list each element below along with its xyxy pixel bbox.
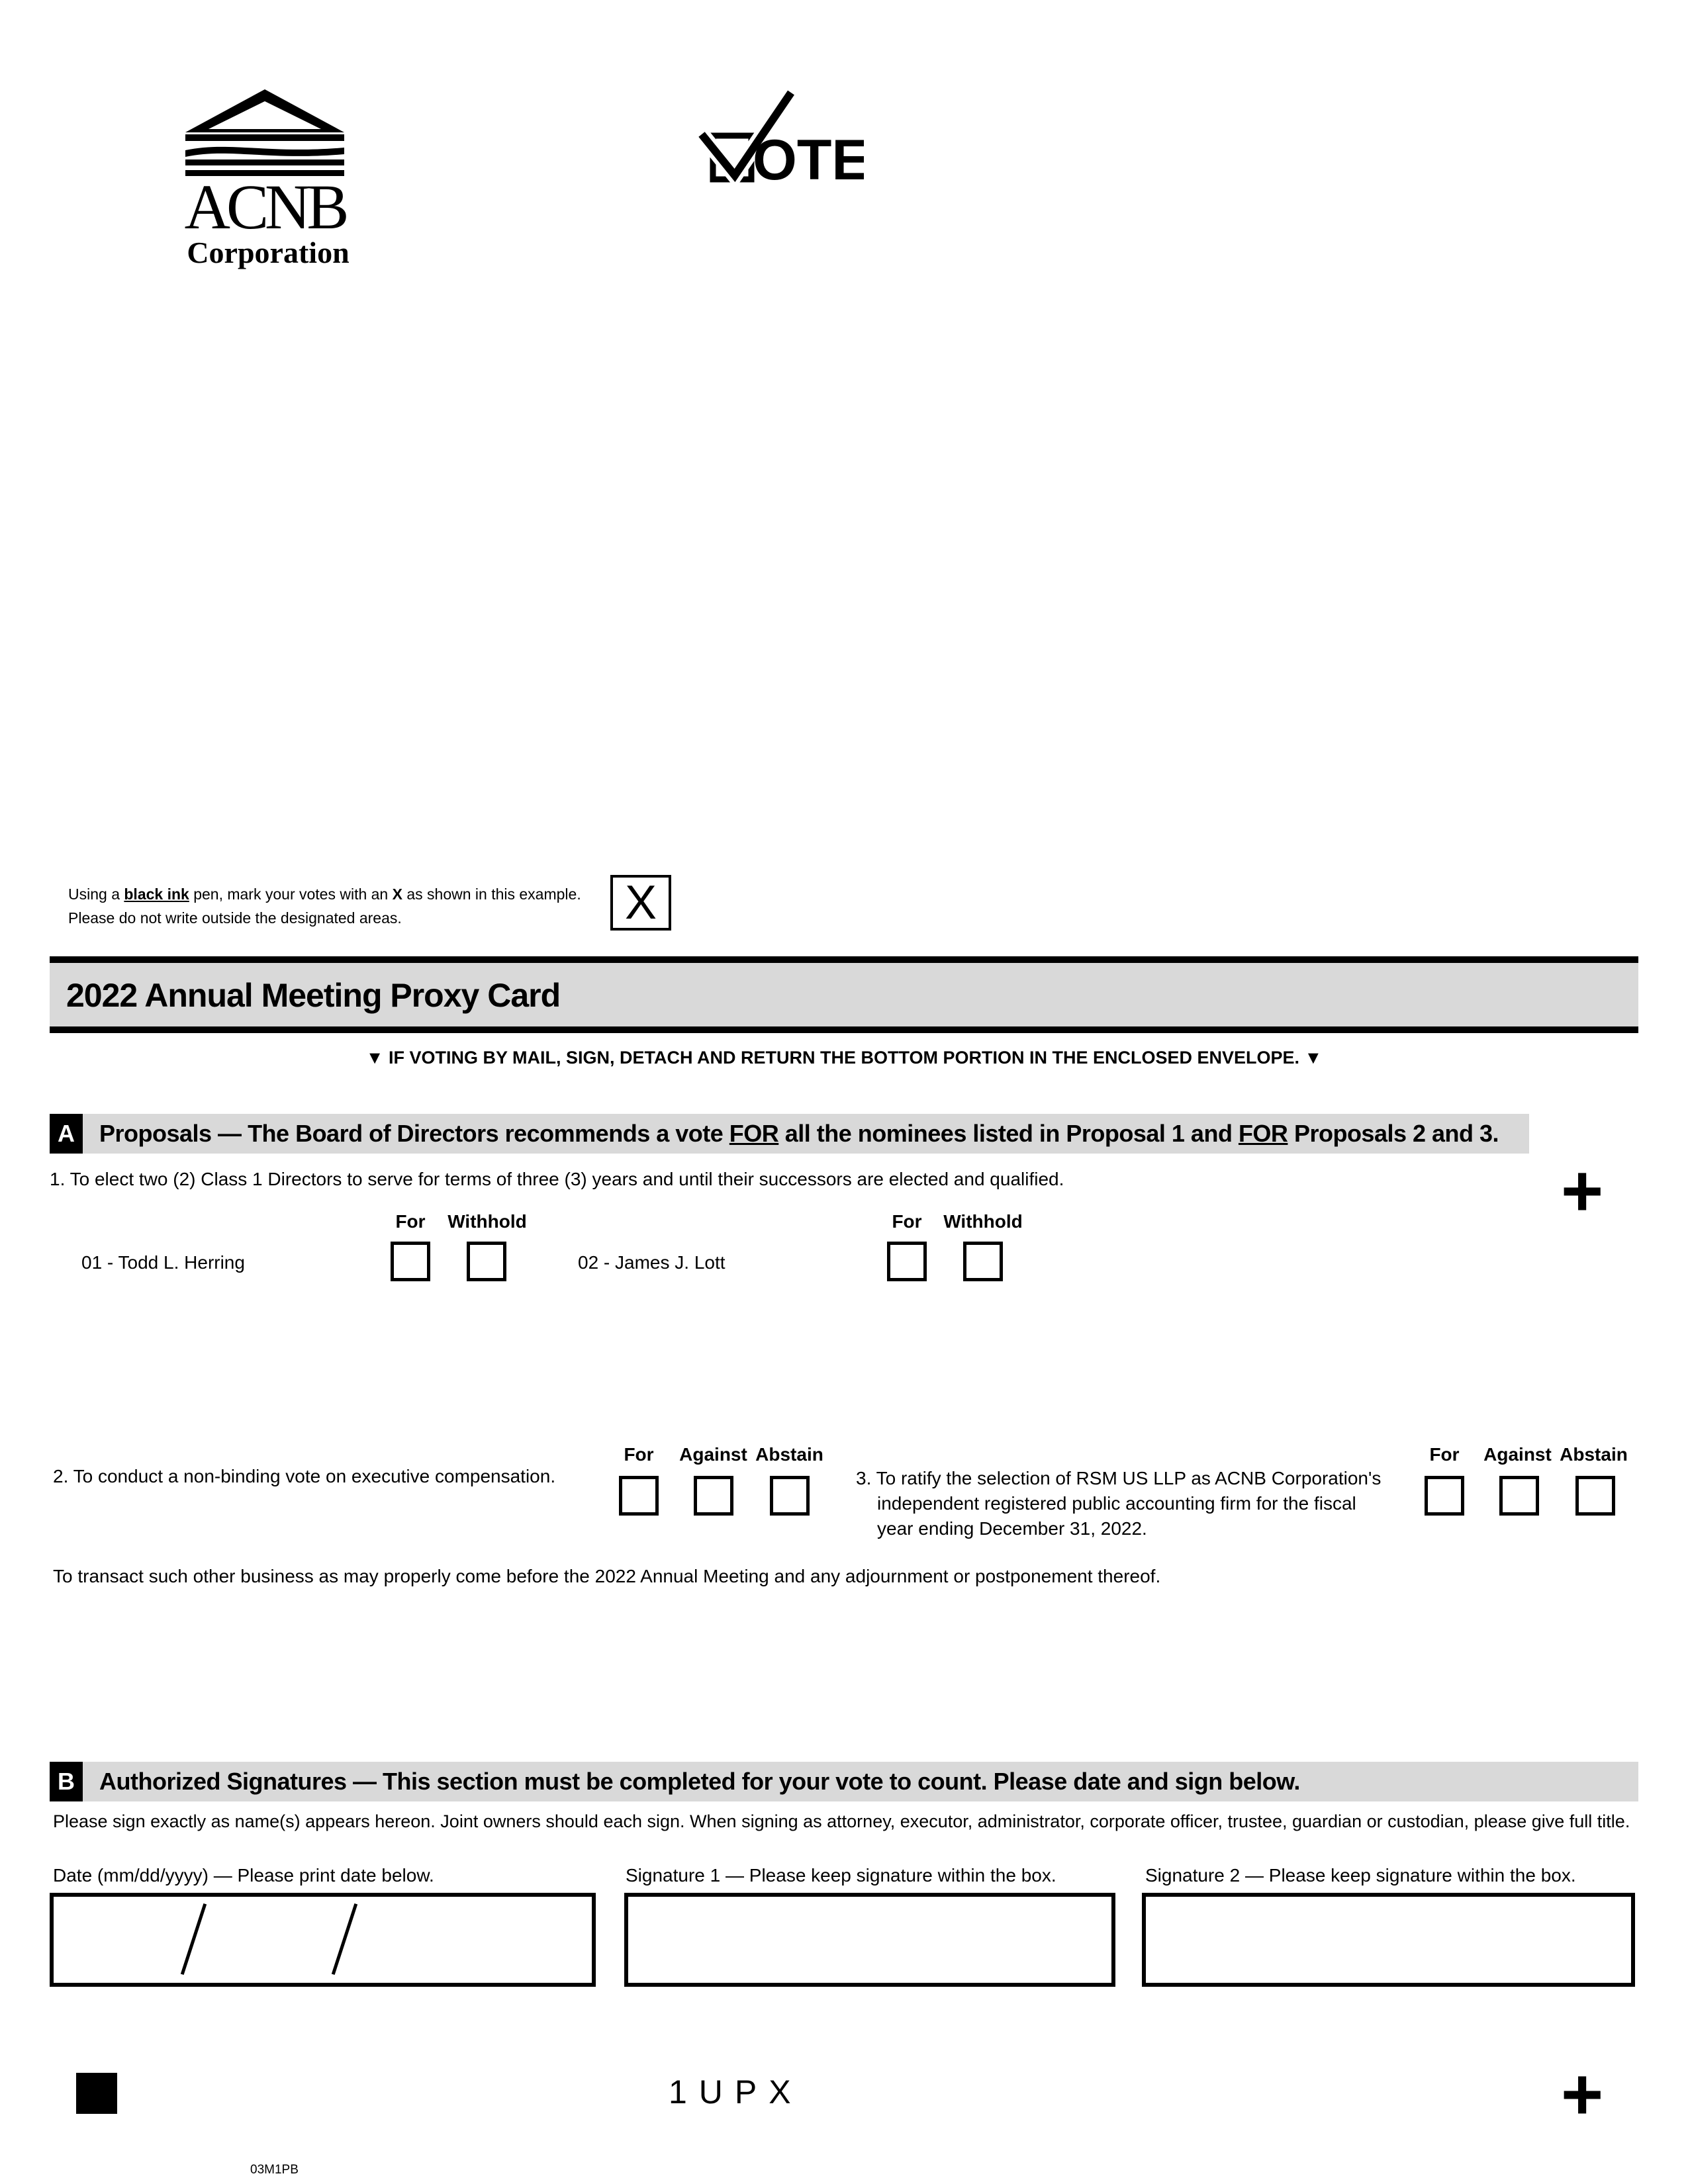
nominee-1-for-label: For bbox=[395, 1211, 426, 1232]
vote-checkmark-icon bbox=[698, 89, 864, 195]
proposal-3-against-label: Against bbox=[1483, 1444, 1552, 1465]
footer-code: 1UPX bbox=[669, 2073, 803, 2111]
signature-2-box[interactable] bbox=[1142, 1893, 1635, 1987]
signature-instructions: Please sign exactly as name(s) appears hereon. Joint owners should each sign. When signing as attorney, executor, administrator, corporate officer, trustee, guardian or custodian, please give full title. bbox=[53, 1811, 1630, 1831]
signature-1-label: Signature 1 — Please keep signature within the box. bbox=[626, 1865, 1056, 1886]
marking-instructions: Using a black ink pen, mark your votes with an X as shown in this example. Please do not write outside the designated areas. bbox=[68, 886, 581, 927]
proposal-2-for-checkbox[interactable] bbox=[619, 1476, 659, 1516]
svg-text:OTE: OTE bbox=[753, 128, 864, 192]
svg-text:Corporation: Corporation bbox=[187, 236, 350, 269]
nominee-1-withhold-checkbox[interactable] bbox=[467, 1242, 506, 1281]
proposal-1-text: 1. To elect two (2) Class 1 Directors to serve for terms of three (3) years and until their successors are elected and qualified. bbox=[50, 1169, 1064, 1189]
svg-text:ACNB: ACNB bbox=[184, 171, 346, 242]
example-mark-box bbox=[610, 875, 671, 931]
proposal-3-abstain-label: Abstain bbox=[1560, 1444, 1628, 1465]
registration-plus-icon-bottom: + bbox=[1561, 2054, 1604, 2135]
nominee-2-name: 02 - James J. Lott bbox=[578, 1252, 726, 1273]
section-b-letter: B bbox=[50, 1762, 83, 1801]
proposal-3-text: 3. To ratify the selection of RSM US LLP as ACNB Corporation's independent registered public accounting firm for the fiscal year ending December 31, 2022. bbox=[856, 1468, 1382, 1539]
registration-plus-icon: + bbox=[1561, 1150, 1604, 1232]
section-a-title: Proposals — The Board of Directors recommends a vote FOR all the nominees listed in Proposal 1 and FOR Proposals 2 and 3. bbox=[99, 1120, 1499, 1147]
proposal-2-abstain-checkbox[interactable] bbox=[770, 1476, 810, 1516]
signature-1-box[interactable] bbox=[624, 1893, 1115, 1987]
title-rule-top bbox=[50, 956, 1638, 963]
nominee-2-for-checkbox[interactable] bbox=[887, 1242, 927, 1281]
proposal-3-for-label: For bbox=[1429, 1444, 1460, 1465]
proposal-3-for-checkbox[interactable] bbox=[1425, 1476, 1464, 1516]
date-input-box[interactable] bbox=[50, 1893, 596, 1987]
card-title: 2022 Annual Meeting Proxy Card bbox=[66, 977, 561, 1014]
nominee-1-withhold-label: Withhold bbox=[447, 1211, 527, 1232]
section-b-title: Authorized Signatures — This section must be completed for your vote to count. Please date and sign below. bbox=[99, 1768, 1300, 1795]
proposal-3-against-checkbox[interactable] bbox=[1499, 1476, 1539, 1516]
title-rule-bottom bbox=[50, 1026, 1638, 1033]
acnb-logo bbox=[169, 89, 361, 275]
registration-square bbox=[76, 2073, 117, 2114]
nominee-2-withhold-checkbox[interactable] bbox=[963, 1242, 1003, 1281]
proposal-2-abstain-label: Abstain bbox=[755, 1444, 823, 1465]
vote-logo bbox=[698, 89, 864, 195]
nominee-1-for-checkbox[interactable] bbox=[391, 1242, 430, 1281]
proposal-2-against-checkbox[interactable] bbox=[694, 1476, 733, 1516]
other-business-text: To transact such other business as may properly come before the 2022 Annual Meeting and any adjournment or postponement thereof. bbox=[53, 1566, 1161, 1586]
acnb-building-icon bbox=[169, 89, 361, 275]
date-label: Date (mm/dd/yyyy) — Please print date below. bbox=[53, 1865, 434, 1886]
nominee-2-for-label: For bbox=[892, 1211, 922, 1232]
proposal-2-against-label: Against bbox=[679, 1444, 747, 1465]
nominee-1-name: 01 - Todd L. Herring bbox=[81, 1252, 245, 1273]
proposal-2-for-label: For bbox=[624, 1444, 654, 1465]
proposal-3-abstain-checkbox[interactable] bbox=[1575, 1476, 1615, 1516]
footer-small-code: 03M1PB bbox=[250, 2163, 299, 2177]
signature-2-label: Signature 2 — Please keep signature within the box. bbox=[1145, 1865, 1576, 1886]
proposal-2-text: 2. To conduct a non-binding vote on executive compensation. bbox=[53, 1466, 556, 1486]
card-title-band bbox=[50, 963, 1638, 1026]
mail-note: ▼ IF VOTING BY MAIL, SIGN, DETACH AND RETURN THE BOTTOM PORTION IN THE ENCLOSED ENVELOPE. ▼ bbox=[365, 1048, 1323, 1068]
example-x-mark: X bbox=[624, 876, 657, 929]
section-a-letter: A bbox=[50, 1114, 83, 1154]
nominee-2-withhold-label: Withhold bbox=[943, 1211, 1023, 1232]
